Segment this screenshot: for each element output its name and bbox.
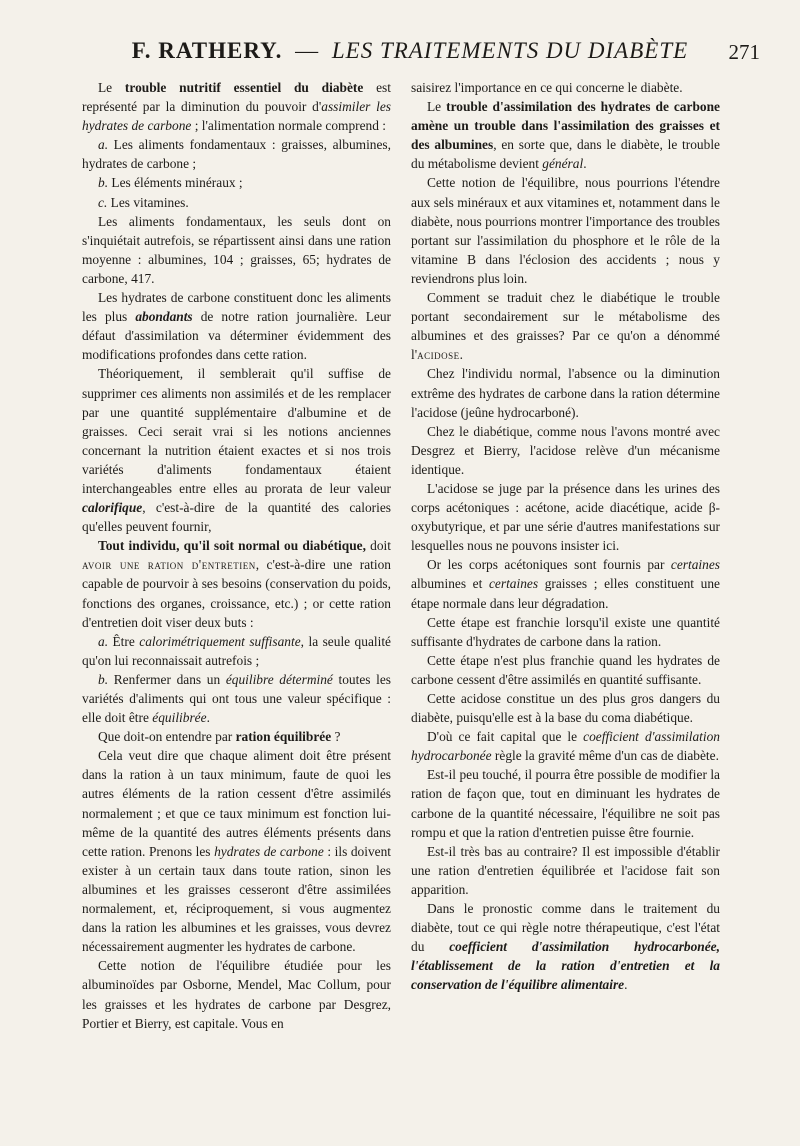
- list-item: [82, 173, 391, 192]
- paragraph: [411, 97, 720, 173]
- text: : ils doivent exister à un certain taux dans toute ration, sinon les albumines et les graisses cesseront d'être assimilées normalement, et, réciproquement, si vous augmentez dans la ration les albumines et les graisses, vous devrez nécessairement augmenter les hydrates de carbone.: [82, 843, 391, 955]
- paragraph: Chez l'individu normal, l'absence ou la diminution extrême des hydrates de carbone dans la ration détermine l'acidose (jeûne hydrocarboné).: [411, 366, 720, 420]
- text: , c'est-à-dire une ration capable de pourvoir à ses besoins (conservation du poids, fonctions des organes, croissance, etc.) ; or cette ration d'entretien doit viser deux buts :: [82, 557, 391, 630]
- list-item: [82, 193, 391, 212]
- italic-text: hydrates de carbone: [214, 843, 324, 859]
- list-item: [82, 670, 391, 727]
- text: .: [583, 156, 587, 172]
- text: est représenté par la diminution du pouvoir d': [82, 80, 391, 115]
- text: toutes les variétés d'aliments qui ont tous une valeur spécifique : elle doit être: [82, 671, 392, 726]
- bold-italic-text: abondants: [135, 309, 193, 325]
- text: .: [206, 710, 210, 726]
- list-item: [82, 632, 391, 670]
- paragraph: saisirez l'importance en ce qui concerne le diabète.: [411, 80, 683, 95]
- text: Or les corps acétoniques sont fournis par: [427, 557, 671, 573]
- text: .: [624, 977, 628, 993]
- paragraph: [82, 78, 391, 135]
- left-column: [82, 78, 391, 1033]
- running-header: [60, 38, 760, 68]
- text: .: [459, 347, 464, 363]
- text: Dans le pronostic comme dans le traitement du diabète, tout ce qui règle notre thérapeutique, c'est l'état du: [411, 901, 720, 955]
- small-caps-text: acidose: [417, 347, 460, 363]
- paragraph: Est-il très bas au contraire? Il est impossible d'établir une ration d'entretien équilibrée et l'acidose fait son apparition.: [411, 843, 720, 897]
- text: doit: [365, 538, 391, 554]
- text: , c'est-à-dire de la quantité des calories qu'elles peuvent fournir,: [82, 500, 391, 535]
- text: Les aliments fondamentaux : graisses, albumines, hydrates de carbone ;: [82, 137, 391, 172]
- paragraph: [411, 288, 720, 364]
- paragraph: [82, 727, 391, 746]
- paragraph: Cette notion de l'équilibre étudiée pour les albuminoïdes par Osborne, Mendel, Mac Collum, pour les graisses et les hydrates de carbone par Desgrez, Portier et Bierry, est capitale. Vous en: [82, 958, 391, 1031]
- bold-italic-text: coefficient d'assimilation hydrocarbonée, l'établissement de la ration d'entretien et la conservation de l'équilibre alimentaire: [411, 939, 720, 993]
- list-label: b.: [98, 175, 109, 191]
- paragraph: Cette acidose constitue un des plus gros dangers du diabète, puisqu'elle est à la base du coma diabétique.: [411, 691, 720, 726]
- italic-text: calorimétriquement suffisante: [139, 633, 301, 649]
- paragraph: [82, 746, 391, 956]
- italic-text: équilibrée: [152, 710, 207, 726]
- list-label: c.: [98, 194, 108, 210]
- header-book-title: LES TRAITEMENTS DU DIABÈTE: [331, 38, 689, 63]
- list-item: [82, 135, 391, 173]
- small-caps-text: avoir une ration d'entretien: [82, 557, 256, 573]
- text: , la seule qualité qu'on lui reconnaissait autrefois ;: [82, 633, 391, 668]
- text: D'où ce fait capital que le: [427, 729, 584, 745]
- paragraph: [82, 288, 391, 364]
- italic-text: certaines: [488, 576, 539, 592]
- italic-text: coefficient d'assimilation hydrocarbonée: [411, 729, 720, 764]
- paragraph: Chez le diabétique, comme nous l'avons montré avec Desgrez et Bierry, l'acidose relève d'un mécanisme identique.: [411, 423, 720, 477]
- text: albumines et: [411, 576, 489, 592]
- text: ?: [331, 729, 341, 745]
- text: de notre ration journalière. Leur défaut d'assimilation va déterminer évidemment des modifications profondes dans cette ration.: [82, 309, 391, 363]
- paragraph: Cette étape n'est plus franchie quand les hydrates de carbone cessent d'être assimilés en quantité suffisante.: [411, 652, 720, 687]
- text: Être: [108, 633, 140, 649]
- list-label: b.: [98, 671, 109, 687]
- paragraph: Cette étape est franchie lorsqu'il existe une quantité suffisante d'hydrates de carbone dans la ration.: [411, 614, 720, 649]
- bold-text: Tout individu, qu'il soit normal ou diabétique,: [98, 538, 366, 554]
- text: Que doit-on entendre par: [98, 729, 236, 745]
- text: Comment se traduit chez le diabétique le trouble portant secondairement sur le métabolisme des albumines et des graisses? Par ce qu'on a dénommé l': [411, 290, 720, 363]
- paragraph: L'acidose se juge par la présence dans les urines des corps acétoniques : acétone, acide diacétique, acide β-oxybutyrique, et par une série d'autres manifestations sur lesquelles nous ne pouvons insister ici.: [411, 480, 720, 554]
- paragraph: [411, 899, 720, 994]
- text: , en sorte que, dans le diabète, le trouble du métabolisme devient: [411, 137, 720, 172]
- italic-text: général: [542, 156, 584, 172]
- bold-text: trouble d'assimilation des hydrates de carbone amène un trouble dans l'assimilation des graisses et des albumines: [411, 99, 720, 153]
- bold-text: ration équilibrée: [235, 729, 332, 745]
- paragraph: Les aliments fondamentaux, les seuls dont on s'inquiétait autrefois, se répartissent ainsi dans une ration moyenne : albumines, 104 ; graisses, 65; hydrates de carbone, 417.: [82, 213, 391, 286]
- bold-text: trouble nutritif essentiel du diabète: [124, 80, 364, 95]
- paragraph: Cette notion de l'équilibre, nous pourrions l'étendre aux sels minéraux et aux vitamines et, notamment dans le diabète, nous pourrions montrer l'importance des troubles portant sur l'assimilation du phosphore et le rôle de la vitamine B dans l'éclosion des accidents ; nous y reviendrons plus loin.: [411, 175, 720, 286]
- right-column: [411, 78, 720, 995]
- text: Les éléments minéraux ;: [108, 175, 243, 191]
- header-title: [60, 38, 760, 64]
- italic-text: assimiler les hydrates de carbone: [82, 99, 392, 134]
- italic-text: certaines: [670, 557, 720, 573]
- paragraph: [411, 555, 720, 612]
- paragraph: [411, 727, 720, 765]
- paragraph: [82, 536, 391, 631]
- text: Cela veut dire que chaque aliment doit être présent dans la ration à un taux minimum, faute de quoi les autres éléments de la ration cessent d'être assimilés normalement ; et que ce taux minimum est fonction lui-même de la quantité des autres éléments présents dans cette ration. Prenons les: [82, 748, 391, 859]
- text: règle la gravité même d'un cas de diabète.: [491, 748, 719, 764]
- list-label: a.: [98, 137, 109, 153]
- paragraph: [82, 364, 391, 536]
- text: ; l'alimentation normale comprend :: [191, 118, 387, 134]
- text: Le: [98, 80, 125, 95]
- text: Le: [427, 99, 447, 115]
- header-separator: —: [295, 38, 320, 63]
- text: Renfermer dans un: [108, 671, 226, 687]
- bold-italic-text: calorifique: [82, 500, 143, 516]
- header-author: F. RATHERY.: [131, 38, 283, 63]
- text: graisses ; elles constituent une étape normale dans leur dégradation.: [411, 576, 720, 611]
- text: Théoriquement, il semblerait qu'il suffise de supprimer ces aliments non assimilés et de les remplacer par une quantité supplémentaire d'albumine et de graisses. Ceci serait vrai si les notions anciennes concernant la nutrition étaient exactes et si nos trois variétés d'aliments fondamentaux étaient interchangeables entre elles au prorata de leur valeur: [82, 366, 391, 496]
- page-number: 271: [728, 40, 760, 64]
- text: Les hydrates de carbone constituent donc les aliments les plus: [82, 290, 391, 325]
- italic-text: équilibre déterminé: [225, 671, 333, 687]
- text: Les vitamines.: [107, 194, 189, 210]
- list-label: a.: [98, 633, 109, 649]
- paragraph: Est-il peu touché, il pourra être possible de modifier la ration de façon que, tout en diminuant les hydrates de carbone de la quantité nécessaire, l'équilibre ne soit pas rompu et que la ration d'entretien puisse être fournie.: [411, 767, 720, 840]
